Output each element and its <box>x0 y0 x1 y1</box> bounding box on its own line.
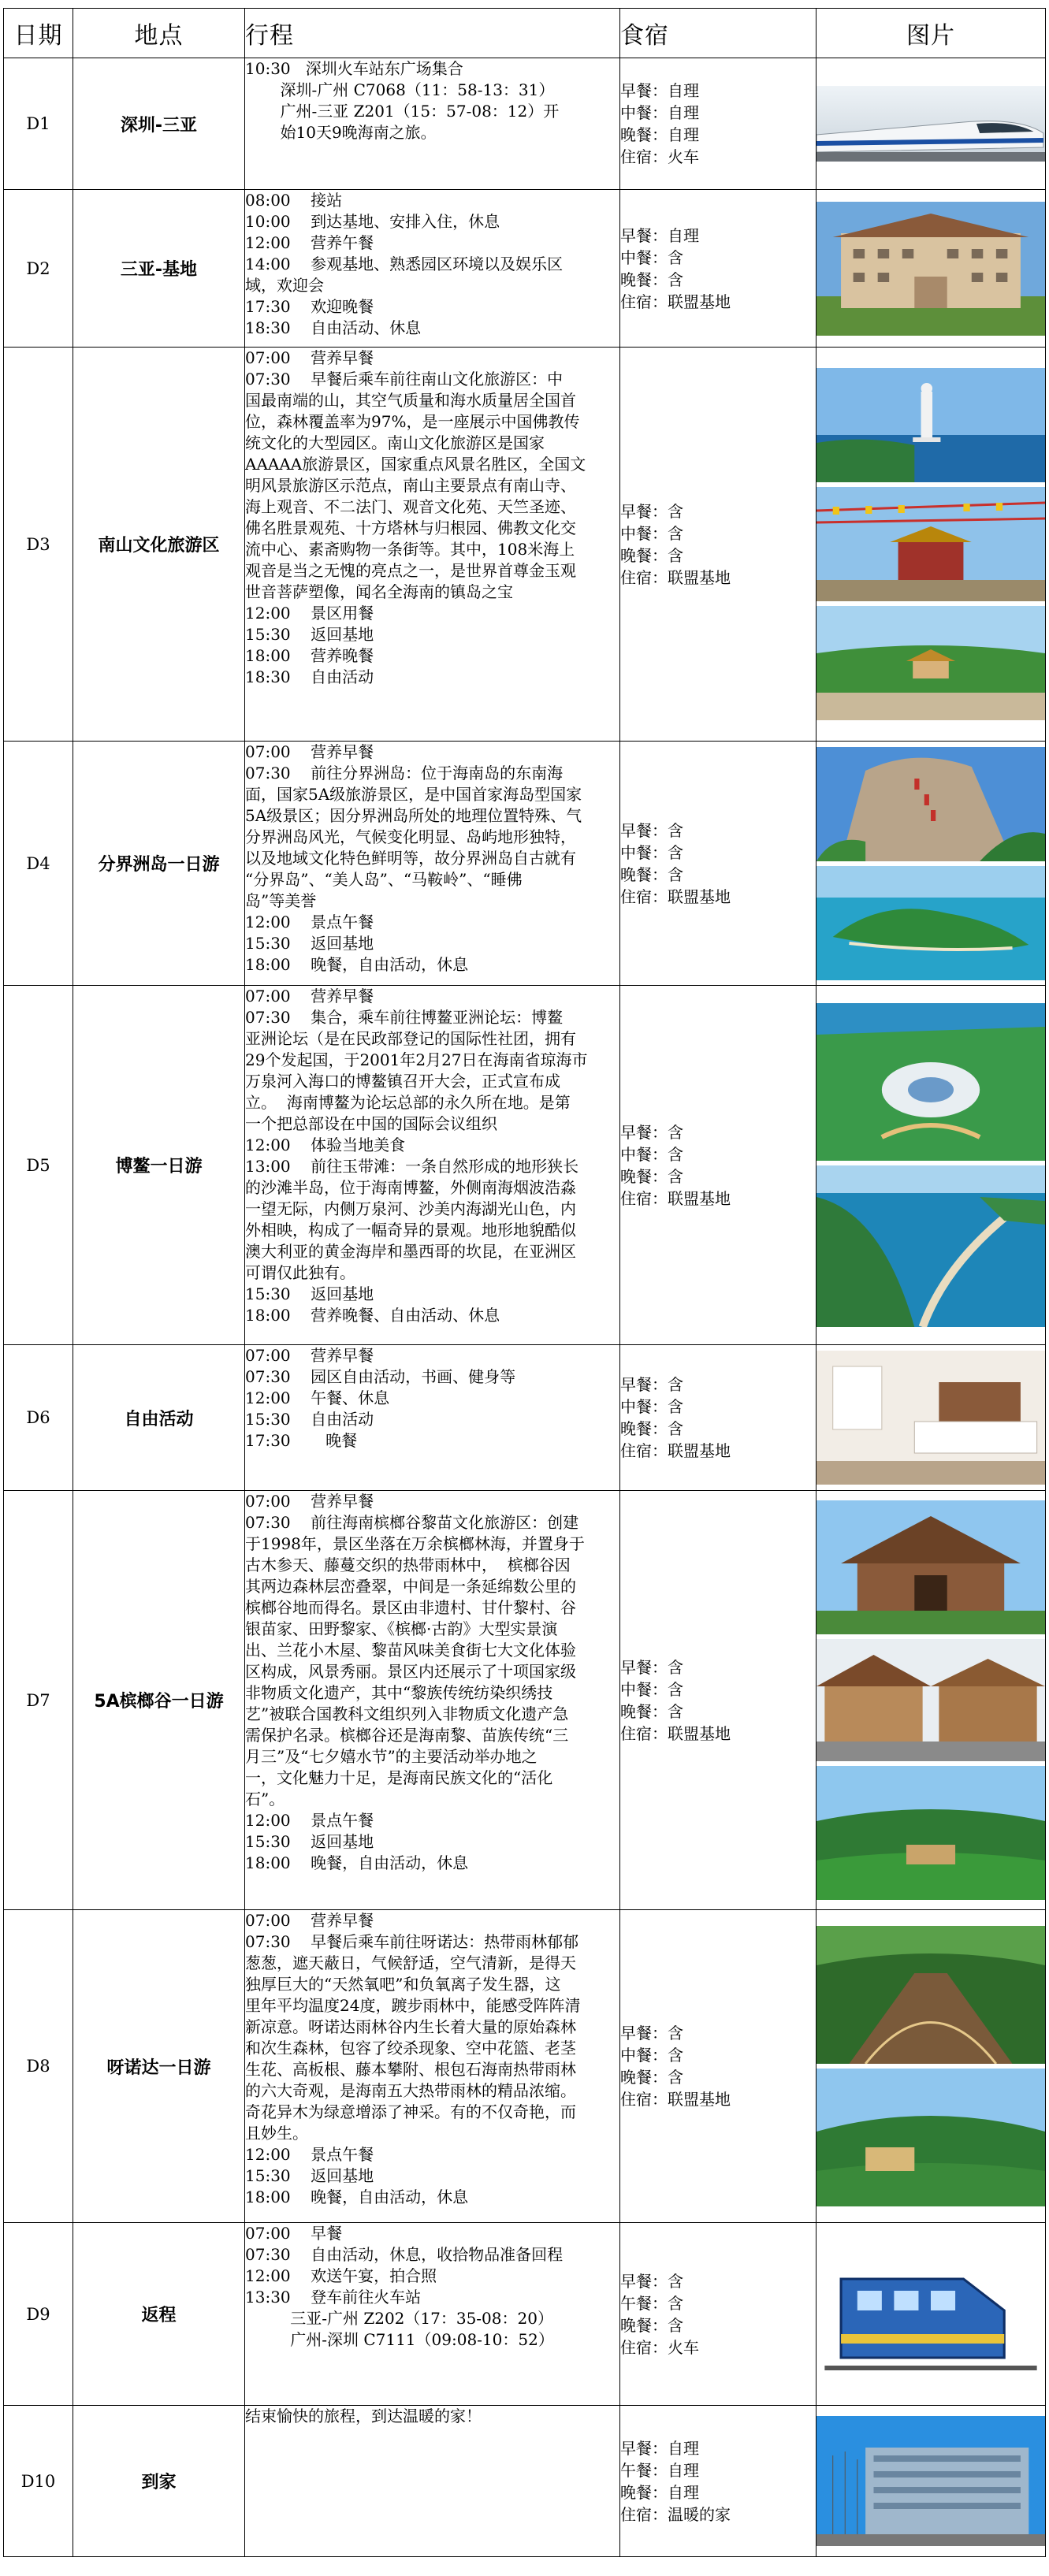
schedule-line: 面，国家5A级旅游景区，是中国首家海岛型国家 <box>245 785 582 804</box>
schedule-line: 观音是当之无愧的亮点之一，是世界首尊金玉观 <box>245 561 576 580</box>
schedule-line: 07:00 营养早餐 <box>245 1492 374 1511</box>
meal-line: 住宿：火车 <box>620 2337 699 2357</box>
schedule-line: 外相映，构成了一幅奇异的景观。地形地貌酷似 <box>245 1221 576 1240</box>
meals-cell <box>620 190 817 348</box>
meal-line: 中餐：自理 <box>620 103 699 122</box>
day-row <box>4 190 1046 348</box>
schedule-line: 07:00 早餐 <box>245 2224 343 2243</box>
meal-line: 中餐：含 <box>620 523 683 543</box>
day-row <box>4 2223 1046 2406</box>
photo <box>817 1766 1045 1900</box>
pictures-cell <box>817 190 1046 348</box>
schedule-line: 14:00 参观基地、熟悉园区环境以及娱乐区 <box>245 255 564 273</box>
meal-line: 早餐：含 <box>620 1657 683 1677</box>
meal-line: 午餐：含 <box>620 2293 683 2313</box>
schedule-line: 生花、高板根、藤本攀附、根包石海南热带雨林 <box>245 2060 576 2079</box>
schedule-cell <box>245 1491 620 1910</box>
day-label: D9 <box>4 2223 73 2406</box>
schedule-line: 葱葱，遮天蔽日，气候舒适，空气清新，是得天 <box>245 1953 576 1972</box>
schedule-line: 18:00 营养晚餐 <box>245 646 374 665</box>
photo <box>817 866 1045 980</box>
meal-line: 中餐：含 <box>620 2046 683 2065</box>
schedule-line: 07:30 集合，乘车前往博鳌亚洲论坛：博鳌 <box>245 1008 564 1027</box>
schedule-line: 月三”及“七夕嬉水节”的主要活动举办地之 <box>245 1747 538 1766</box>
day-row <box>4 1910 1046 2223</box>
schedule-line: 17:30 晚餐 <box>245 1431 358 1450</box>
schedule-line: 07:00 营养早餐 <box>245 1911 374 1930</box>
schedule-line: 5A级景区；因分界洲岛所处的地理位置特殊、气 <box>245 806 582 825</box>
schedule-line: 12:00 景点午餐 <box>245 913 374 931</box>
schedule-line: 以及地域文化特色鲜明等，故分界洲岛自古就有 <box>245 849 576 868</box>
schedule-line: 于1998年，景区坐落在万余槟榔林海，并置身于 <box>245 1534 585 1553</box>
day-row <box>4 2406 1046 2557</box>
schedule-line: 统文化的大型园区。南山文化旅游区是国家 <box>245 433 545 452</box>
schedule-line: 里年平均温度24度，踱步雨林中，能感受阵阵清 <box>245 1996 581 2015</box>
photo <box>817 202 1045 336</box>
schedule-line: 15:30 返回基地 <box>245 934 374 953</box>
photo <box>817 606 1045 720</box>
schedule-line: 18:00 晚餐，自由活动，休息 <box>245 2188 469 2206</box>
header-pictures: 图片 <box>817 9 1046 58</box>
pictures-cell <box>817 1910 1046 2223</box>
schedule-line: 国最南端的山，其空气质量和海水质量居全国首 <box>245 391 576 410</box>
pictures-cell <box>817 986 1046 1345</box>
meal-line: 晚餐：自理 <box>620 125 699 144</box>
schedule-line: 的六大奇观，是海南五大热带雨林的精品浓缩。 <box>245 2081 576 2100</box>
schedule-line: 12:00 午餐、休息 <box>245 1388 390 1407</box>
meal-line: 中餐：含 <box>620 1144 683 1164</box>
schedule-line: 区构成，风景秀丽。景区内还展示了十项国家级 <box>245 1662 576 1681</box>
meal-line: 晚餐：含 <box>620 269 683 289</box>
day-label: D10 <box>4 2406 73 2557</box>
meal-line: 早餐：含 <box>620 1122 683 1142</box>
meal-line: 早餐：含 <box>620 820 683 840</box>
schedule-line: 流中心、素斋购物一条街等。其中，108米海上 <box>245 540 575 559</box>
location-label: 博鳌一日游 <box>73 986 245 1345</box>
meals-cell <box>620 742 817 986</box>
schedule-line: 17:30 欢迎晚餐 <box>245 297 374 316</box>
schedule-line: 一个把总部设在中国的国际会议组织 <box>245 1114 497 1133</box>
header-date: 日期 <box>4 9 73 58</box>
schedule-line: 万泉河入海口的博鳌镇召开大会，正式宣布成 <box>245 1072 560 1091</box>
schedule-line: 石”。 <box>245 1790 285 1808</box>
location-label: 到家 <box>73 2406 245 2557</box>
meals-cell <box>620 1910 817 2223</box>
header-location: 地点 <box>73 9 245 58</box>
schedule-line: 奇花异木为绿意增添了神采。有的不仅奇艳，而 <box>245 2102 576 2121</box>
day-label: D6 <box>4 1345 73 1491</box>
schedule-line: 12:00 景点午餐 <box>245 1811 374 1830</box>
schedule-line: 07:30 自由活动，休息，收拾物品准备回程 <box>245 2245 564 2264</box>
location-label: 自由活动 <box>73 1345 245 1491</box>
schedule-line: 07:00 营养早餐 <box>245 1346 374 1365</box>
location-label: 深圳-三亚 <box>73 58 245 190</box>
meal-line: 住宿：联盟基地 <box>620 2090 731 2109</box>
meals-cell <box>620 1345 817 1491</box>
day-label: D4 <box>4 742 73 986</box>
meal-line: 中餐：含 <box>620 1397 683 1416</box>
itinerary-table <box>3 8 1046 2557</box>
day-label: D3 <box>4 348 73 742</box>
schedule-line: 广州-三亚 Z201（15：57-08：12）开 <box>245 102 560 121</box>
day-label: D7 <box>4 1491 73 1910</box>
schedule-line: 15:30 返回基地 <box>245 625 374 644</box>
schedule-line: 12:00 景点午餐 <box>245 2145 374 2164</box>
meal-line: 早餐：含 <box>620 501 683 521</box>
schedule-line: 域，欢迎会 <box>245 276 324 295</box>
location-label: 南山文化旅游区 <box>73 348 245 742</box>
schedule-line: 07:30 前往海南槟榔谷黎苗文化旅游区：创建 <box>245 1513 579 1532</box>
schedule-line: 12:00 景区用餐 <box>245 604 374 623</box>
schedule-line: 08:00 接站 <box>245 191 343 210</box>
photo <box>817 86 1045 162</box>
meals-cell <box>620 2406 817 2557</box>
day-row <box>4 348 1046 742</box>
meal-line: 早餐：自理 <box>620 81 699 100</box>
photo <box>817 2247 1045 2381</box>
schedule-line: 07:30 园区自由活动，书画、健身等 <box>245 1367 516 1386</box>
meal-line: 早餐：含 <box>620 1375 683 1394</box>
schedule-line: 其两边森林层峦叠翠，中间是一条延绵数公里的 <box>245 1577 576 1596</box>
meals-cell <box>620 58 817 190</box>
schedule-line: 12:00 欢送午宴，拍合照 <box>245 2266 437 2285</box>
meals-cell <box>620 1491 817 1910</box>
meal-line: 晚餐：含 <box>620 1166 683 1186</box>
schedule-cell <box>245 2223 620 2406</box>
location-label: 5A槟榔谷一日游 <box>73 1491 245 1910</box>
schedule-line: 12:00 体验当地美食 <box>245 1136 406 1154</box>
day-row <box>4 742 1046 986</box>
schedule-cell <box>245 2406 620 2557</box>
meal-line: 午餐：自理 <box>620 2460 699 2480</box>
schedule-line: 艺”被联合国教科文组织列入非物质文化遗产急 <box>245 1704 569 1723</box>
schedule-line: 明风景旅游区示范点，南山主要景点有南山寺、 <box>245 476 576 495</box>
schedule-line: 15:30 返回基地 <box>245 2166 374 2185</box>
day-label: D8 <box>4 1910 73 2223</box>
schedule-line: 需保护名录。槟榔谷还是海南黎、苗族传统“三 <box>245 1726 569 1745</box>
meal-line: 晚餐：含 <box>620 864 683 884</box>
schedule-line: 18:30 自由活动、休息 <box>245 318 422 337</box>
header-meals-lodging: 食宿 <box>620 9 817 58</box>
schedule-line: 分界洲岛风光，气候变化明显、岛屿地形独特， <box>245 827 576 846</box>
meal-line: 住宿：联盟基地 <box>620 887 731 906</box>
photo <box>817 1003 1045 1161</box>
schedule-line: 新凉意。呀诺达雨林谷内生长着大量的原始森林 <box>245 2017 576 2036</box>
meal-line: 早餐：自理 <box>620 225 699 245</box>
schedule-line: 15:30 自由活动 <box>245 1410 374 1429</box>
schedule-line: 07:00 营养早餐 <box>245 742 374 761</box>
schedule-line: 和次生森林，包容了绞杀现象、空中花篮、老茎 <box>245 2039 576 2057</box>
location-label: 返程 <box>73 2223 245 2406</box>
schedule-line: 广州-深圳 C7111（09:08-10：52） <box>245 2330 554 2349</box>
schedule-line: 深圳-广州 C7068（11：58-13：31） <box>245 80 555 99</box>
schedule-cell <box>245 1345 620 1491</box>
schedule-line: 位，森林覆盖率为97%，是一座展示中国佛教传 <box>245 412 580 431</box>
schedule-line: 世音菩萨塑像，闻名全海南的镇岛之宝 <box>245 582 513 601</box>
meal-line: 晚餐：含 <box>620 2315 683 2335</box>
schedule-line: 一，文化魅力十足，是海南民族文化的“活化 <box>245 1768 553 1787</box>
photo <box>817 487 1045 601</box>
meal-line: 早餐：自理 <box>620 2438 699 2458</box>
meal-line: 住宿：联盟基地 <box>620 292 731 311</box>
schedule-line: 出、兰花小木屋、黎苗风味美食街七大文化体验 <box>245 1641 576 1660</box>
meal-line: 住宿：火车 <box>620 147 699 166</box>
schedule-line: 佛名胜景观苑、十方塔林与归根园、佛教文化交 <box>245 519 576 537</box>
meal-line: 住宿：联盟基地 <box>620 1188 731 1208</box>
location-label: 呀诺达一日游 <box>73 1910 245 2223</box>
day-label: D2 <box>4 190 73 348</box>
meal-line: 晚餐：含 <box>620 545 683 565</box>
meal-line: 晚餐：含 <box>620 2068 683 2087</box>
pictures-cell <box>817 742 1046 986</box>
schedule-line: “分界岛”、“美人岛”、“马鞍岭”、“睡佛 <box>245 870 523 889</box>
pictures-cell <box>817 2406 1046 2557</box>
photo <box>817 1639 1045 1761</box>
schedule-line: 18:00 营养晚餐、自由活动、休息 <box>245 1306 500 1325</box>
schedule-line: 非物质文化遗产，其中“黎族传统纺染织绣技 <box>245 1683 553 1702</box>
schedule-cell <box>245 348 620 742</box>
schedule-line: 18:00 晚餐，自由活动，休息 <box>245 1853 469 1872</box>
meal-line: 早餐：含 <box>620 2271 683 2291</box>
schedule-line: 10:30 深圳火车站东广场集合 <box>245 59 463 78</box>
schedule-line: 始10天9晚海南之旅。 <box>245 123 437 142</box>
schedule-line: 且妙生。 <box>245 2124 308 2143</box>
day-label: D5 <box>4 986 73 1345</box>
schedule-line: 结束愉快的旅程，到达温暖的家！ <box>245 2407 482 2425</box>
location-label: 分界洲岛一日游 <box>73 742 245 986</box>
schedule-cell <box>245 190 620 348</box>
day-row <box>4 1345 1046 1491</box>
meal-line: 住宿：联盟基地 <box>620 1441 731 1460</box>
schedule-line: AAAAA旅游景区，国家重点风景名胜区，全国文 <box>245 455 586 474</box>
header-schedule: 行程 <box>245 9 620 58</box>
pictures-cell <box>817 2223 1046 2406</box>
schedule-line: 13:00 前往玉带滩：一条自然形成的地形狭长 <box>245 1157 579 1176</box>
schedule-line: 海上观音、不二法门、观音文化苑、天竺圣迹、 <box>245 497 576 516</box>
photo <box>817 2069 1045 2206</box>
schedule-line: 银苗家、田野黎家、《槟榔·古韵》大型实景演 <box>245 1619 558 1638</box>
schedule-line: 澳大利亚的黄金海岸和墨西哥的坎昆，在亚洲区 <box>245 1242 576 1261</box>
photo <box>817 1351 1045 1485</box>
meal-line: 住宿：联盟基地 <box>620 567 731 587</box>
meal-line: 中餐：含 <box>620 1679 683 1699</box>
schedule-line: 三亚-广州 Z202（17：35-08：20） <box>245 2309 553 2328</box>
meal-line: 晚餐：含 <box>620 1419 683 1438</box>
photo <box>817 747 1045 861</box>
schedule-line: 29个发起国，于2001年2月27日在海南省琼海市 <box>245 1050 588 1069</box>
day-row <box>4 58 1046 190</box>
schedule-line: 可谓仅此独有。 <box>245 1263 355 1282</box>
photo <box>817 1165 1045 1327</box>
schedule-line: 07:30 早餐后乘车前往呀诺达：热带雨林郁郁 <box>245 1932 579 1951</box>
schedule-line: 15:30 返回基地 <box>245 1832 374 1851</box>
pictures-cell <box>817 1345 1046 1491</box>
day-label: D1 <box>4 58 73 190</box>
schedule-line: 15:30 返回基地 <box>245 1284 374 1303</box>
schedule-cell <box>245 58 620 190</box>
schedule-line: 07:00 营养早餐 <box>245 987 374 1005</box>
schedule-line: 07:00 营养早餐 <box>245 348 374 367</box>
schedule-line: 岛”等美誉 <box>245 891 317 910</box>
meal-line: 晚餐：自理 <box>620 2482 699 2502</box>
meals-cell <box>620 986 817 1345</box>
meals-cell <box>620 2223 817 2406</box>
schedule-cell <box>245 1910 620 2223</box>
photo <box>817 368 1045 482</box>
schedule-line: 10:00 到达基地、安排入住，休息 <box>245 212 500 231</box>
schedule-line: 古木参天、藤蔓交织的热带雨林中， 槟榔谷因 <box>245 1556 571 1574</box>
schedule-line: 的沙滩半岛，位于海南博鳌，外侧南海烟波浩淼 <box>245 1178 576 1197</box>
photo <box>817 1500 1045 1634</box>
day-row <box>4 1491 1046 1910</box>
meals-cell <box>620 348 817 742</box>
schedule-line: 07:30 早餐后乘车前往南山文化旅游区：中 <box>245 370 564 388</box>
location-label: 三亚-基地 <box>73 190 245 348</box>
meal-line: 住宿：温暖的家 <box>620 2504 731 2524</box>
meal-line: 晚餐：含 <box>620 1701 683 1721</box>
photo <box>817 2416 1045 2546</box>
schedule-cell <box>245 742 620 986</box>
schedule-line: 亚洲论坛（是在民政部登记的国际性社团，拥有 <box>245 1029 576 1048</box>
schedule-cell <box>245 986 620 1345</box>
meal-line: 早餐：含 <box>620 2024 683 2043</box>
pictures-cell <box>817 348 1046 742</box>
pictures-cell <box>817 58 1046 190</box>
schedule-line: 07:30 前往分界洲岛：位于海南岛的东南海 <box>245 764 564 782</box>
photo <box>817 1926 1045 2064</box>
schedule-line: 18:00 晚餐，自由活动，休息 <box>245 955 469 974</box>
schedule-line: 一望无际，内侧万泉河、沙美内海湖光山色，内 <box>245 1199 576 1218</box>
meal-line: 中餐：含 <box>620 842 683 862</box>
schedule-line: 12:00 营养午餐 <box>245 233 374 252</box>
day-row <box>4 986 1046 1345</box>
schedule-line: 槟榔谷地而得名。景区由非遗村、甘什黎村、谷 <box>245 1598 576 1617</box>
schedule-line: 13:30 登车前往火车站 <box>245 2288 422 2307</box>
schedule-line: 独厚巨大的“天然氧吧”和负氧离子发生器，这 <box>245 1975 561 1994</box>
schedule-line: 立。 海南博鳌为论坛总部的永久所在地。是第 <box>245 1093 571 1112</box>
table-header-row <box>4 9 1046 58</box>
meal-line: 住宿：联盟基地 <box>620 1723 731 1743</box>
schedule-line: 18:30 自由活动 <box>245 667 374 686</box>
meal-line: 中餐：含 <box>620 247 683 267</box>
pictures-cell <box>817 1491 1046 1910</box>
